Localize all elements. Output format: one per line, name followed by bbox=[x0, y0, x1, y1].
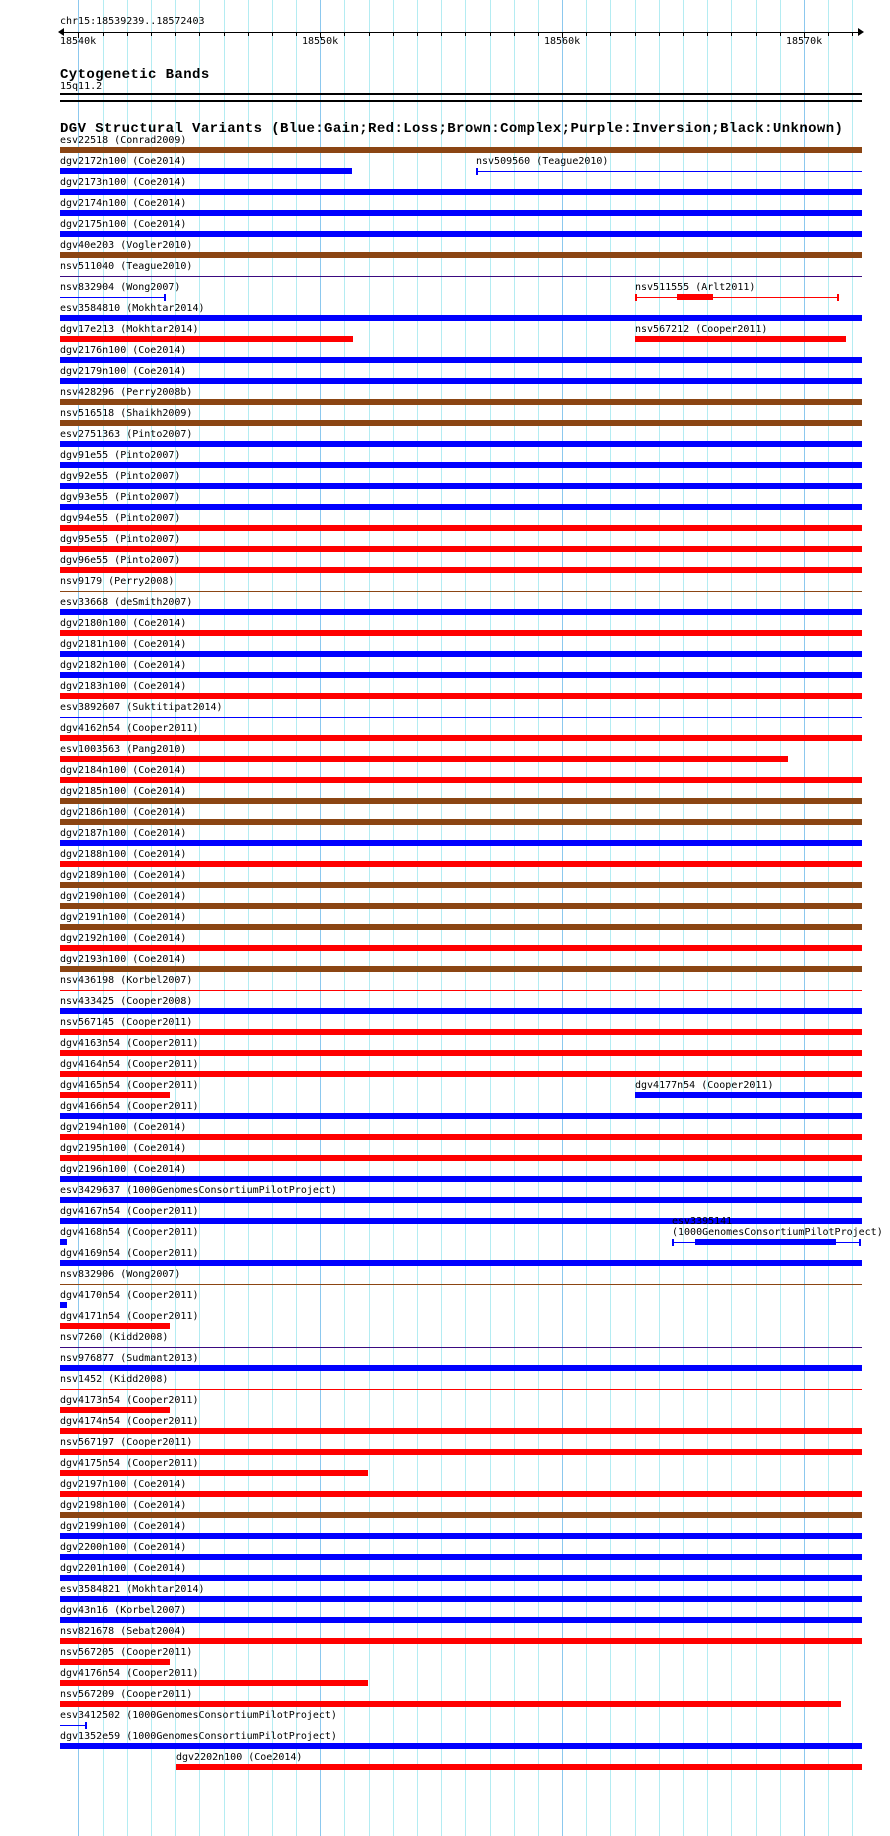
feature-thick-part[interactable] bbox=[677, 294, 713, 300]
feature-bar-gain[interactable] bbox=[60, 651, 862, 657]
minor-tick bbox=[659, 32, 660, 36]
feature-bar-gain[interactable] bbox=[60, 1365, 862, 1371]
feature-bar-loss[interactable] bbox=[176, 1764, 862, 1770]
feature-bar-complex[interactable] bbox=[60, 399, 862, 405]
feature-label[interactable]: dgv2175n100 (Coe2014) bbox=[60, 219, 187, 230]
feature-bar-loss[interactable] bbox=[60, 861, 862, 867]
feature-bar-gain[interactable] bbox=[60, 1302, 67, 1308]
feature-label[interactable]: dgv4175n54 (Cooper2011) bbox=[60, 1458, 199, 1469]
feature-label[interactable]: dgv4169n54 (Cooper2011) bbox=[60, 1248, 199, 1259]
feature-bar-loss[interactable] bbox=[60, 945, 862, 951]
track-divider bbox=[60, 100, 862, 102]
feature-label[interactable]: nsv567209 (Cooper2011) bbox=[60, 1689, 193, 1700]
feature-label[interactable]: nsv832906 (Wong2007) bbox=[60, 1269, 181, 1280]
feature-bar-loss[interactable] bbox=[60, 1680, 368, 1686]
cytoband-label: 15q11.2 bbox=[60, 81, 103, 92]
feature-label[interactable]: esv1003563 (Pang2010) bbox=[60, 744, 187, 755]
feature-bar-gain[interactable] bbox=[60, 1176, 862, 1182]
feature-label[interactable]: nsv567197 (Cooper2011) bbox=[60, 1437, 193, 1448]
feature-line-gain[interactable] bbox=[60, 717, 862, 718]
feature-label[interactable]: dgv2189n100 (Coe2014) bbox=[60, 870, 187, 881]
feature-label[interactable]: nsv821678 (Sebat2004) bbox=[60, 1626, 187, 1637]
minor-tick bbox=[756, 32, 757, 36]
feature-start-tick bbox=[476, 168, 478, 175]
minor-tick bbox=[610, 32, 611, 36]
feature-bar-loss[interactable] bbox=[60, 777, 862, 783]
feature-label[interactable]: nsv567205 (Cooper2011) bbox=[60, 1647, 193, 1658]
feature-bar-loss[interactable] bbox=[60, 567, 862, 573]
feature-bar-loss[interactable] bbox=[60, 1050, 862, 1056]
feature-bar-gain[interactable] bbox=[60, 672, 862, 678]
feature-label[interactable]: dgv4166n54 (Cooper2011) bbox=[60, 1101, 199, 1112]
minor-tick bbox=[272, 32, 273, 36]
feature-bar-loss[interactable] bbox=[60, 1638, 862, 1644]
feature-label[interactable]: dgv95e55 (Pinto2007) bbox=[60, 534, 181, 545]
feature-line-loss[interactable] bbox=[60, 1389, 862, 1390]
tick-label: 18550k bbox=[302, 36, 339, 47]
feature-label[interactable]: esv3429637 (1000GenomesConsortiumPilotProject) bbox=[60, 1185, 337, 1196]
feature-label[interactable]: esv2751363 (Pinto2007) bbox=[60, 429, 193, 440]
feature-label[interactable]: dgv4167n54 (Cooper2011) bbox=[60, 1206, 199, 1217]
feature-label[interactable]: dgv2190n100 (Coe2014) bbox=[60, 891, 187, 902]
minor-tick bbox=[393, 32, 394, 36]
feature-bar-gain[interactable] bbox=[60, 189, 862, 195]
feature-bar-loss[interactable] bbox=[60, 693, 862, 699]
feature-line-complex[interactable] bbox=[60, 591, 862, 592]
feature-label[interactable]: dgv2172n100 (Coe2014) bbox=[60, 156, 187, 167]
feature-bar-complex[interactable] bbox=[60, 252, 862, 258]
feature-bar-gain[interactable] bbox=[60, 1197, 862, 1203]
feature-label[interactable]: dgv2180n100 (Coe2014) bbox=[60, 618, 187, 629]
feature-bar-gain[interactable] bbox=[635, 1092, 862, 1098]
feature-label[interactable]: dgv2183n100 (Coe2014) bbox=[60, 681, 187, 692]
feature-label[interactable]: dgv2195n100 (Coe2014) bbox=[60, 1143, 187, 1154]
feature-label[interactable]: esv3412502 (1000GenomesConsortiumPilotProject) bbox=[60, 1710, 337, 1721]
feature-bar-gain[interactable] bbox=[60, 315, 862, 321]
feature-bar-gain[interactable] bbox=[60, 1008, 862, 1014]
feature-bar-complex[interactable] bbox=[60, 903, 862, 909]
feature-label[interactable]: nsv516518 (Shaikh2009) bbox=[60, 408, 193, 419]
minor-tick bbox=[780, 32, 781, 36]
feature-bar-gain[interactable] bbox=[60, 378, 862, 384]
feature-bar-loss[interactable] bbox=[60, 525, 862, 531]
dgv-track-title: DGV Structural Variants (Blue:Gain;Red:Loss;Brown:Complex;Purple:Inversion;Black:Unknown) bbox=[60, 121, 844, 137]
feature-end-tick bbox=[859, 1239, 861, 1246]
tick-label: 18570k bbox=[786, 36, 823, 47]
feature-label[interactable]: esv3584821 (Mokhtar2014) bbox=[60, 1584, 205, 1595]
feature-line-loss[interactable] bbox=[635, 297, 838, 298]
minor-tick bbox=[490, 32, 491, 36]
minor-tick bbox=[586, 32, 587, 36]
feature-bar-complex[interactable] bbox=[60, 819, 862, 825]
feature-bar-complex[interactable] bbox=[60, 966, 862, 972]
feature-label[interactable]: esv3584810 (Mokhtar2014) bbox=[60, 303, 205, 314]
feature-bar-loss[interactable] bbox=[60, 336, 353, 342]
feature-thick-part[interactable] bbox=[695, 1239, 836, 1245]
feature-label[interactable]: dgv4173n54 (Cooper2011) bbox=[60, 1395, 199, 1406]
feature-bar-gain[interactable] bbox=[60, 840, 862, 846]
feature-bar-loss[interactable] bbox=[60, 546, 862, 552]
feature-bar-gain[interactable] bbox=[60, 1596, 862, 1602]
feature-bar-gain[interactable] bbox=[60, 609, 862, 615]
minor-tick bbox=[441, 32, 442, 36]
minor-tick bbox=[151, 32, 152, 36]
feature-bar-gain[interactable] bbox=[60, 231, 862, 237]
feature-label[interactable]: esv33668 (deSmith2007) bbox=[60, 597, 193, 608]
feature-label[interactable]: dgv92e55 (Pinto2007) bbox=[60, 471, 181, 482]
feature-bar-loss[interactable] bbox=[60, 1092, 170, 1098]
feature-end-tick bbox=[837, 294, 839, 301]
feature-label[interactable]: dgv2185n100 (Coe2014) bbox=[60, 786, 187, 797]
feature-label[interactable]: dgv93e55 (Pinto2007) bbox=[60, 492, 181, 503]
feature-label[interactable]: esv22518 (Conrad2009) bbox=[60, 135, 187, 146]
feature-bar-gain[interactable] bbox=[60, 504, 862, 510]
feature-label[interactable]: dgv2182n100 (Coe2014) bbox=[60, 660, 187, 671]
feature-bar-complex[interactable] bbox=[60, 924, 862, 930]
feature-label[interactable]: dgv2187n100 (Coe2014) bbox=[60, 828, 187, 839]
minor-tick bbox=[465, 32, 466, 36]
feature-label[interactable]: dgv91e55 (Pinto2007) bbox=[60, 450, 181, 461]
feature-label[interactable]: dgv43n16 (Korbel2007) bbox=[60, 1605, 187, 1616]
feature-label[interactable]: dgv2197n100 (Coe2014) bbox=[60, 1479, 187, 1490]
feature-label[interactable]: dgv4174n54 (Cooper2011) bbox=[60, 1416, 199, 1427]
feature-bar-gain[interactable] bbox=[60, 210, 862, 216]
feature-start-tick bbox=[672, 1239, 674, 1246]
feature-end-tick bbox=[85, 1722, 87, 1729]
feature-label[interactable]: dgv2193n100 (Coe2014) bbox=[60, 954, 187, 965]
feature-label[interactable]: nsv511040 (Teague2010) bbox=[60, 261, 193, 272]
feature-bar-complex[interactable] bbox=[60, 420, 862, 426]
feature-label[interactable]: nsv7260 (Kidd2008) bbox=[60, 1332, 169, 1343]
location-label: chr15:18539239..18572403 bbox=[60, 16, 205, 27]
minor-tick bbox=[224, 32, 225, 36]
feature-label[interactable]: dgv4176n54 (Cooper2011) bbox=[60, 1668, 199, 1679]
feature-label[interactable]: dgv17e213 (Mokhtar2014) bbox=[60, 324, 199, 335]
feature-label[interactable]: dgv1352e59 (1000GenomesConsortiumPilotProject) bbox=[60, 1731, 337, 1742]
feature-label[interactable]: dgv2184n100 (Coe2014) bbox=[60, 765, 187, 776]
feature-label[interactable]: dgv2176n100 (Coe2014) bbox=[60, 345, 187, 356]
feature-end-tick bbox=[164, 294, 166, 301]
feature-label[interactable]: dgv40e203 (Vogler2010) bbox=[60, 240, 193, 251]
feature-label[interactable]: dgv4170n54 (Cooper2011) bbox=[60, 1290, 199, 1301]
feature-bar-loss[interactable] bbox=[60, 1470, 368, 1476]
feature-bar-loss[interactable] bbox=[60, 630, 862, 636]
feature-bar-gain[interactable] bbox=[60, 357, 862, 363]
feature-label[interactable]: nsv976877 (Sudmant2013) bbox=[60, 1353, 199, 1364]
minor-tick bbox=[538, 32, 539, 36]
feature-line-gain[interactable] bbox=[476, 171, 862, 172]
feature-bar-gain[interactable] bbox=[60, 1743, 862, 1749]
minor-tick bbox=[514, 32, 515, 36]
feature-label[interactable]: dgv4162n54 (Cooper2011) bbox=[60, 723, 199, 734]
feature-line-gain[interactable] bbox=[60, 297, 165, 298]
feature-label[interactable]: esv3395141 (1000GenomesConsortiumPilotProject) bbox=[672, 1216, 883, 1238]
feature-label[interactable]: dgv2188n100 (Coe2014) bbox=[60, 849, 187, 860]
feature-label[interactable]: dgv2192n100 (Coe2014) bbox=[60, 933, 187, 944]
feature-label[interactable]: dgv2191n100 (Coe2014) bbox=[60, 912, 187, 923]
feature-label[interactable]: nsv433425 (Cooper2008) bbox=[60, 996, 193, 1007]
feature-bar-loss[interactable] bbox=[60, 1155, 862, 1161]
minor-tick bbox=[296, 32, 297, 36]
minor-tick bbox=[199, 32, 200, 36]
cytoband-track-title: Cytogenetic Bands bbox=[60, 67, 210, 83]
feature-bar-gain[interactable] bbox=[60, 1617, 862, 1623]
minor-tick bbox=[175, 32, 176, 36]
right-arrow-icon[interactable] bbox=[858, 28, 864, 36]
feature-label[interactable]: dgv96e55 (Pinto2007) bbox=[60, 555, 181, 566]
feature-label[interactable]: dgv2196n100 (Coe2014) bbox=[60, 1164, 187, 1175]
feature-start-tick bbox=[635, 294, 637, 301]
minor-tick bbox=[828, 32, 829, 36]
minor-tick bbox=[248, 32, 249, 36]
minor-tick bbox=[683, 32, 684, 36]
feature-bar-loss[interactable] bbox=[60, 756, 788, 762]
feature-bar-complex[interactable] bbox=[60, 1512, 862, 1518]
feature-bar-loss[interactable] bbox=[60, 1134, 862, 1140]
feature-label[interactable]: nsv1452 (Kidd2008) bbox=[60, 1374, 169, 1385]
feature-label[interactable]: dgv2181n100 (Coe2014) bbox=[60, 639, 187, 650]
feature-bar-gain[interactable] bbox=[60, 462, 862, 468]
feature-label[interactable]: nsv9179 (Perry2008) bbox=[60, 576, 175, 587]
cytoband-band bbox=[60, 93, 862, 95]
feature-label[interactable]: nsv436198 (Korbel2007) bbox=[60, 975, 193, 986]
feature-bar-loss[interactable] bbox=[60, 1428, 862, 1434]
feature-label[interactable]: dgv4177n54 (Cooper2011) bbox=[635, 1080, 774, 1091]
feature-bar-gain[interactable] bbox=[60, 168, 352, 174]
minor-tick bbox=[707, 32, 708, 36]
feature-label[interactable]: dgv2200n100 (Coe2014) bbox=[60, 1542, 187, 1553]
feature-label[interactable]: dgv4164n54 (Cooper2011) bbox=[60, 1059, 199, 1070]
feature-bar-gain[interactable] bbox=[60, 1554, 862, 1560]
feature-label[interactable]: esv3892607 (Suktitipat2014) bbox=[60, 702, 223, 713]
feature-line-loss[interactable] bbox=[60, 990, 862, 991]
feature-label[interactable]: nsv511555 (Arlt2011) bbox=[635, 282, 756, 293]
feature-label[interactable]: dgv2198n100 (Coe2014) bbox=[60, 1500, 187, 1511]
minor-tick bbox=[369, 32, 370, 36]
left-arrow-icon[interactable] bbox=[58, 28, 64, 36]
feature-bar-loss[interactable] bbox=[60, 1323, 170, 1329]
minor-tick bbox=[852, 32, 853, 36]
feature-line-gain[interactable] bbox=[60, 1725, 86, 1726]
feature-label[interactable]: dgv2194n100 (Coe2014) bbox=[60, 1122, 187, 1133]
feature-line-complex[interactable] bbox=[60, 1284, 862, 1285]
feature-label[interactable]: dgv4171n54 (Cooper2011) bbox=[60, 1311, 199, 1322]
feature-line-inversion[interactable] bbox=[60, 276, 862, 277]
feature-bar-loss[interactable] bbox=[60, 1449, 862, 1455]
feature-bar-gain[interactable] bbox=[60, 1533, 862, 1539]
feature-bar-loss[interactable] bbox=[60, 1029, 862, 1035]
minor-tick bbox=[635, 32, 636, 36]
feature-label[interactable]: dgv94e55 (Pinto2007) bbox=[60, 513, 181, 524]
feature-bar-loss[interactable] bbox=[60, 1491, 862, 1497]
feature-bar-gain[interactable] bbox=[60, 483, 862, 489]
tick-label: 18540k bbox=[60, 36, 97, 47]
ruler-axis bbox=[60, 32, 862, 33]
minor-tick bbox=[127, 32, 128, 36]
feature-bar-loss[interactable] bbox=[60, 1659, 170, 1665]
feature-label[interactable]: dgv2174n100 (Coe2014) bbox=[60, 198, 187, 209]
feature-label[interactable]: nsv832904 (Wong2007) bbox=[60, 282, 181, 293]
minor-tick bbox=[103, 32, 104, 36]
feature-label[interactable]: nsv567145 (Cooper2011) bbox=[60, 1017, 193, 1028]
minor-tick bbox=[417, 32, 418, 36]
feature-label[interactable]: dgv2173n100 (Coe2014) bbox=[60, 177, 187, 188]
feature-label[interactable]: dgv4165n54 (Cooper2011) bbox=[60, 1080, 199, 1091]
feature-label[interactable]: dgv4168n54 (Cooper2011) bbox=[60, 1227, 199, 1238]
feature-label[interactable]: nsv428296 (Perry2008b) bbox=[60, 387, 193, 398]
minor-tick bbox=[344, 32, 345, 36]
feature-bar-gain[interactable] bbox=[60, 441, 862, 447]
feature-bar-gain[interactable] bbox=[60, 1260, 862, 1266]
feature-bar-loss[interactable] bbox=[635, 336, 846, 342]
feature-label[interactable]: nsv509560 (Teague2010) bbox=[476, 156, 609, 167]
feature-line-inversion[interactable] bbox=[60, 1347, 862, 1348]
feature-bar-gain[interactable] bbox=[60, 1239, 67, 1245]
feature-bar-complex[interactable] bbox=[60, 882, 862, 888]
feature-label[interactable]: dgv4163n54 (Cooper2011) bbox=[60, 1038, 199, 1049]
feature-bar-complex[interactable] bbox=[60, 798, 862, 804]
feature-bar-loss[interactable] bbox=[60, 1701, 841, 1707]
feature-label[interactable]: dgv2179n100 (Coe2014) bbox=[60, 366, 187, 377]
feature-label[interactable]: nsv567212 (Cooper2011) bbox=[635, 324, 768, 335]
minor-tick bbox=[731, 32, 732, 36]
feature-bar-complex[interactable] bbox=[60, 147, 862, 153]
feature-label[interactable]: dgv2186n100 (Coe2014) bbox=[60, 807, 187, 818]
feature-label[interactable]: dgv2201n100 (Coe2014) bbox=[60, 1563, 187, 1574]
feature-bar-gain[interactable] bbox=[60, 1113, 862, 1119]
feature-label[interactable]: dgv2202n100 (Coe2014) bbox=[176, 1752, 303, 1763]
feature-bar-loss[interactable] bbox=[60, 735, 862, 741]
feature-label[interactable]: dgv2199n100 (Coe2014) bbox=[60, 1521, 187, 1532]
tick-label: 18560k bbox=[544, 36, 581, 47]
feature-bar-loss[interactable] bbox=[60, 1407, 170, 1413]
feature-bar-gain[interactable] bbox=[60, 1575, 862, 1581]
feature-bar-loss[interactable] bbox=[60, 1071, 862, 1077]
